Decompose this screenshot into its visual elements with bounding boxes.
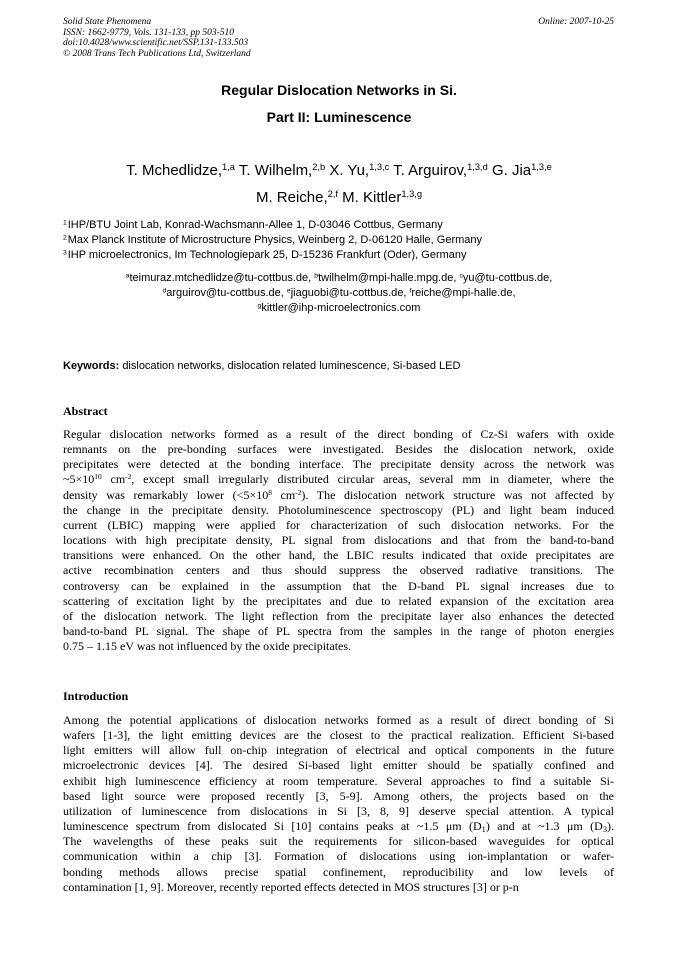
- text-line: Among the potential applications of dislocation networks formed as a result of direct bonding of Si: [63, 713, 614, 727]
- email-address[interactable]: reiche@mpi-halle.de,: [411, 287, 516, 299]
- script-text: -2: [125, 472, 132, 482]
- text-fragment: luminescence spectrum from dislocated Si [10] contains peaks at ~1.5 μm (D: [63, 819, 482, 834]
- text-line: communication within a chip [3]. Formation of dislocations using ion-implantation or wafer-: [63, 849, 614, 864]
- journal-header: [63, 17, 251, 59]
- text-line: controversy can be explained in the assumption that the D-band PL signal increases due to: [63, 578, 614, 593]
- text-line: band-to-band PL signal. The shape of PL spectra from the samples in the range of photon energies: [63, 624, 614, 639]
- text-line: [63, 819, 614, 834]
- email-address[interactable]: jiaguobi@tu-cottbus.de,: [290, 287, 407, 299]
- text-line: scattering of excitation light by the precipitates and due to related expansion of the excitation area: [63, 593, 614, 608]
- text-line: current (LBIC) mapping were applied for characterization of such dislocation networks. For the: [63, 517, 614, 532]
- email-line-1: [0, 271, 678, 286]
- author-name: G. Jia: [491, 162, 532, 179]
- text-line: light emitters will allow full on-chip integration of electrical and optical components in the future: [63, 743, 614, 758]
- doi-line: doi:10.4028/www.scientific.net/SSP.131-133.503: [63, 38, 249, 49]
- text-line: microelectronic devices [4]. The desired Si-based light emitter should be spatially confined and: [63, 758, 614, 773]
- text-line: locations with high precipitate density, PL signal from dislocations and that from the band-to-band: [63, 533, 614, 548]
- affiliation-text: IHP/BTU Joint Lab, Konrad-Wachsmann-Allee 1, D-03046 Cottbus, Germany: [67, 219, 443, 231]
- keywords-label: Keywords:: [63, 360, 120, 372]
- affiliation-number: 1: [63, 219, 67, 227]
- author-affil-sup: 2,f: [327, 188, 338, 199]
- paper-subtitle: Part II: Luminescence: [266, 109, 412, 125]
- email-address[interactable]: kittler@ihp-microelectronics.com: [261, 302, 421, 314]
- text-line: [63, 472, 614, 487]
- keywords: [63, 360, 460, 372]
- text-line: [63, 488, 614, 503]
- script-text: 3: [602, 825, 607, 835]
- email-sup: e: [286, 287, 291, 295]
- author-affil-sup: 2,b: [312, 161, 326, 172]
- email-sup: f: [409, 287, 412, 295]
- text-line: utilization of luminescence from dislocations in Si [3, 8, 9] deserve special attention. A typical: [63, 803, 614, 818]
- text-fragment: ).: [607, 819, 614, 834]
- copyright-line: © 2008 Trans Tech Publications Ltd, Switzerland: [63, 48, 251, 59]
- affiliation: [63, 218, 443, 233]
- email-address[interactable]: yu@tu-cottbus.de,: [462, 272, 553, 284]
- author-affil-sup: 1,a: [222, 161, 235, 172]
- affiliation-text: Max Planck Institute of Microstructure Physics, Weinberg 2, D-06120 Halle, Germany: [67, 234, 483, 246]
- issn-line: ISSN: 1662-9779, Vols. 131-133, pp 503-510: [63, 27, 234, 38]
- email-line-3: [0, 301, 678, 316]
- text-line: active recombination centers and thus should suppress the observed radiative transitions. The: [63, 563, 614, 578]
- text-fragment: cm: [271, 487, 296, 502]
- affiliation: [63, 233, 482, 248]
- text-line: bonding methods allows precise spatial confinement, reproducibility and low levels of: [63, 864, 614, 879]
- text-fragment: ~5×10: [63, 472, 95, 487]
- keywords-text: dislocation networks, dislocation related luminescence, Si-based LED: [122, 360, 461, 372]
- text-fragment: density was remarkably lower (<5×10: [63, 487, 269, 502]
- text-fragment: ). The dislocation network structure was not affected by: [301, 487, 614, 502]
- author-name: T. Arguirov,: [393, 162, 468, 179]
- affiliation-number: 3: [63, 249, 67, 257]
- text-line: Regular dislocation networks formed as a result of the direct bonding of Cz-Si wafers with oxide: [63, 427, 614, 441]
- author-list-line-2: [0, 189, 678, 206]
- script-text: -2: [295, 487, 302, 497]
- abstract-heading: Abstract: [63, 404, 108, 418]
- text-line: contamination [1, 9]. Moreover, recently reported effects detected in MOS structures [3] or p-n: [63, 879, 519, 894]
- text-line: remnants on the pre-bonding surfaces were investigated. Besides the dislocation network, oxide: [63, 442, 614, 457]
- author-affil-sup: 1,3,e: [531, 161, 552, 172]
- text-fragment: ) and at ~1.3 μm (D: [485, 819, 603, 834]
- online-date: Online: 2007-10-25: [538, 17, 614, 27]
- author-affil-sup: 1,3,c: [369, 161, 390, 172]
- email-sup: c: [459, 272, 463, 280]
- email-sup: d: [162, 287, 167, 295]
- affiliation-text: IHP microelectronics, Im Technologiepark 25, D-15236 Frankfurt (Oder), Germany: [67, 249, 467, 261]
- text-line: exhibit high luminescence efficiency at room temperature. Several approaches to find a suitable Si-: [63, 773, 614, 788]
- text-line: of the dislocation network. The light reflection from the precipitate layer also enhances the detected: [63, 608, 614, 623]
- author-name: M. Reiche,: [255, 189, 328, 206]
- text-line: precipitates were detected at the bonding interface. The precipitate density across the network was: [63, 457, 614, 472]
- author-name: M. Kittler: [342, 189, 402, 206]
- journal-name: Solid State Phenomena: [63, 17, 152, 27]
- email-line-2: [0, 286, 678, 301]
- text-line: transitions were enhanced. On the other hand, the LBIC results indicated that oxide precipitates are: [63, 548, 614, 563]
- author-affil-sup: 1,3,g: [401, 188, 423, 199]
- text-line: 0.75 – 1.15 eV was not influenced by the oxide precipitates.: [63, 639, 352, 654]
- paper-title: Regular Dislocation Networks in Si.: [221, 82, 457, 98]
- email-sup: g: [257, 302, 262, 310]
- introduction-body: [63, 713, 614, 895]
- script-text: 1: [481, 825, 486, 835]
- author-list-line-1: [0, 162, 678, 179]
- text-line: wafers [1-3], the light emitting devices are the closest to the practical realization. Efficient Si-based: [63, 728, 614, 743]
- text-fragment: , except small irregularly distributed circular areas, several mm in diameter, where the: [131, 472, 614, 487]
- author-name: X. Yu,: [329, 162, 370, 179]
- abstract-body: [63, 427, 614, 654]
- email-address[interactable]: arguirov@tu-cottbus.de,: [166, 287, 284, 299]
- email-address[interactable]: teimuraz.mtchedlidze@tu-cottbus.de,: [129, 272, 312, 284]
- email-address[interactable]: twilhelm@mpi-halle.mpg.de,: [318, 272, 457, 284]
- author-affil-sup: 1,3,d: [467, 161, 488, 172]
- email-sup: a: [125, 272, 130, 280]
- introduction-heading: Introduction: [63, 689, 129, 703]
- affiliation: [63, 248, 467, 263]
- text-line: The wavelengths of these peaks suit the requirements for silicon-based waveguides for optical: [63, 834, 614, 849]
- affiliation-number: 2: [63, 234, 67, 242]
- script-text: 8: [268, 487, 272, 497]
- author-name: T. Mchedlidze,: [126, 162, 223, 179]
- script-text: 10: [94, 472, 102, 482]
- text-fragment: cm: [101, 472, 126, 487]
- text-line: based light source were proposed recently [3, 5-9]. Among others, the projects based on the: [63, 788, 614, 803]
- author-name: T. Wilhelm,: [238, 162, 313, 179]
- text-line: the change in the precipitate density. Photoluminescence spectroscopy (PL) and light beam induced: [63, 502, 614, 517]
- email-sup: b: [314, 272, 319, 280]
